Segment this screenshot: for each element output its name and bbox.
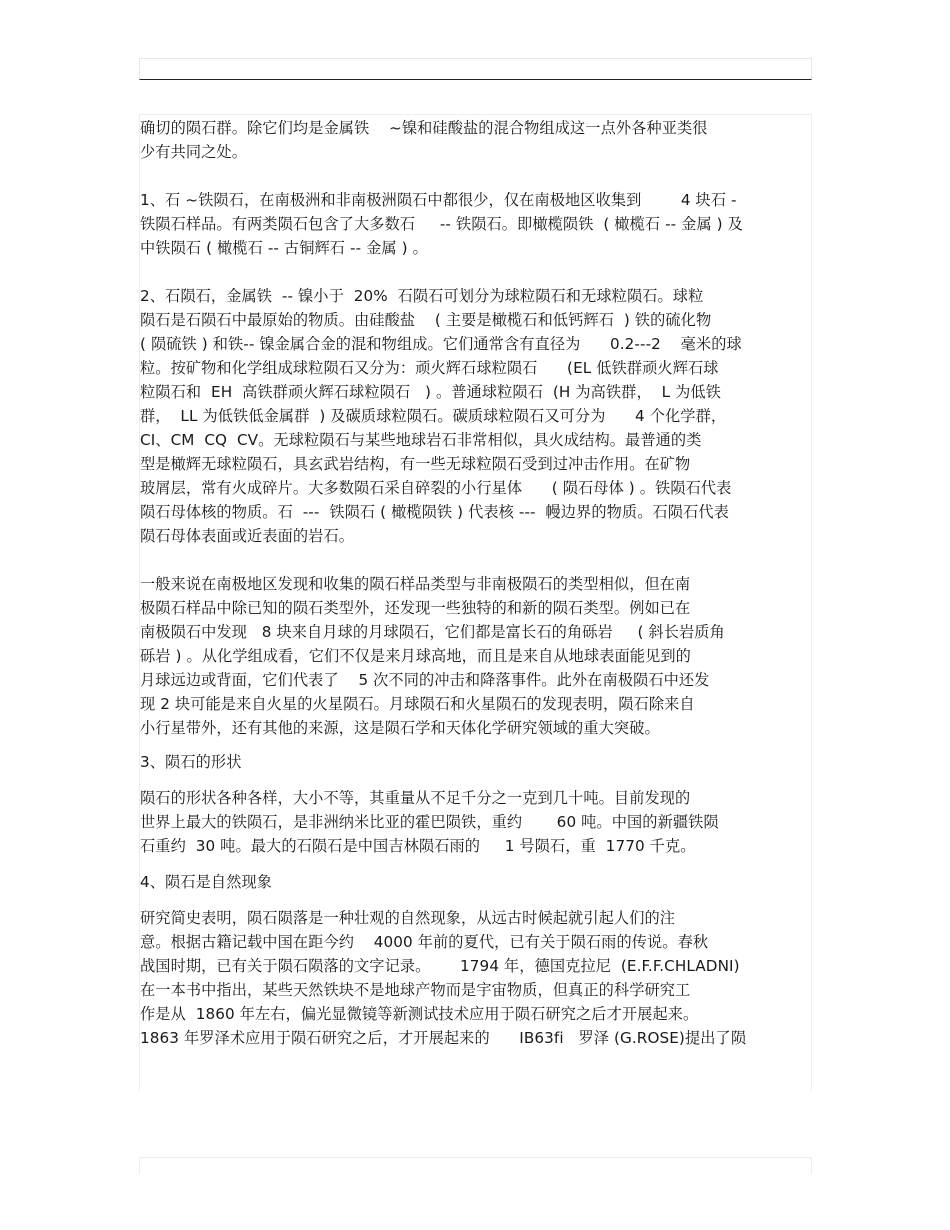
page-footer-box xyxy=(139,1157,812,1174)
paragraph-stony-iron: 1、石 ~铁陨石，在南极洲和非南极洲陨石中都很少，仅在南极地区收集到 4 块石 - 铁陨石样品。有两类陨石包含了大多数石 -- 铁陨石。即橄榄陨铁 ( 橄榄石 -- 金属 ) 及 中铁陨石 ( 橄榄石 -- 古铜辉石 -- 金属 ) 。 xyxy=(140,191,743,257)
document-body xyxy=(140,116,820,1050)
paragraph-antarctic: 一般来说在南极地区发现和收集的陨石样品类型与非南极陨石的类型相似，但在南 极陨石样品中除已知的陨石类型外，还发现一些独特的和新的陨石类型。例如已在 南极陨石中发现 8 块来自月球的月球陨石，它们都是富长石的角砾岩 ( 斜长岩质角 砾岩 ) 。从化学组成看，它们不仅是来月球高地，而且是来自从地球表面能见到的 月球远边或背面，它们代表了 5 次不同的冲击和降落事件。此外在南极陨石中还发 现 2 块可能是来自火星的火星陨石。月球陨石和火星陨石的发现表明，陨石除来自 小行星带外，还有其他的来源，这是陨石学和天体化学研究领域的重大突破。 xyxy=(140,575,725,737)
section-heading-shape: 3、陨石的形状 xyxy=(140,753,242,771)
paragraph-history: 研究简史表明，陨石陨落是一种壮观的自然现象，从远古时候起就引起人们的注 意。根据古籍记载中国在距今约 4000 年前的夏代，已有关于陨石雨的传说。春秋 战国时期，已有关于陨石陨落的文字记录。 1794 年，德国克拉尼 (E.F.F.CHLADNI) 在一本书中指出，某些天然铁块不是地球产物而是宇宙物质，但真正的科学研究工 作是从 1860 年左右，偏光显微镜等新测试技术应用于陨石研究之后才开展起来。 1863 年罗泽术应用于陨石研究之后，才开展起来的 IB63fi 罗泽 (G.ROSE)提出了陨 xyxy=(140,909,747,1047)
paragraph-shape: 陨石的形状各种各样，大小不等，其重量从不足千分之一克到几十吨。目前发现的 世界上最大的铁陨石，是非洲纳米比亚的霍巴陨铁，重约 60 吨。中国的新疆铁陨 石重约 30 吨。最大的石陨石是中国吉林陨石雨的 1 号陨石，重 1770 千克。 xyxy=(140,789,719,855)
paragraph-intro: 确切的陨石群。除它们均是金属铁 ~镍和硅酸盐的混合物组成这一点外各种亚类很 少有共同之处。 xyxy=(140,119,708,161)
section-heading-natural: 4、陨石是自然现象 xyxy=(140,873,273,891)
page-header-rule xyxy=(139,58,812,80)
paragraph-stony: 2、石陨石，金属铁 -- 镍小于 20% 石陨石可划分为球粒陨石和无球粒陨石。球粒 陨石是石陨石中最原始的物质。由硅酸盐 ( 主要是橄榄石和低钙辉石 ) 铁的硫化物 ( 陨硫铁 ) 和铁-- 镍金属合金的混和物组成。它们通常含有直径为 0.2---2 毫米的球 粒。按矿物和化学组成球粒陨石又分为：顽火辉石球粒陨石 (EL 低铁群顽火辉石球 粒陨石和 EH 高铁群顽火辉石球粒陨石 ) 。普通球粒陨石 (H 为高铁群， L 为低铁 群， LL 为低铁低金属群 ) 及碳质球粒陨石。碳质球粒陨石又可分为 4 个化学群， CI、CM CQ CV。无球粒陨石与某些地球岩石非常相似，具火成结构。最普通的类 型是橄辉无球粒陨石，具玄武岩结构，有一些无球粒陨石受到过冲击作用。在矿物 玻屑层，常有火成碎片。大多数陨石采自碎裂的小行星体 ( 陨石母体 ) 。铁陨石代表 陨石母体核的物质。石 --- 铁陨石 ( 橄榄陨铁 ) 代表核 --- 幔边界的物质。石陨石代表 陨石母体表面或近表面的岩石。 xyxy=(140,287,742,545)
